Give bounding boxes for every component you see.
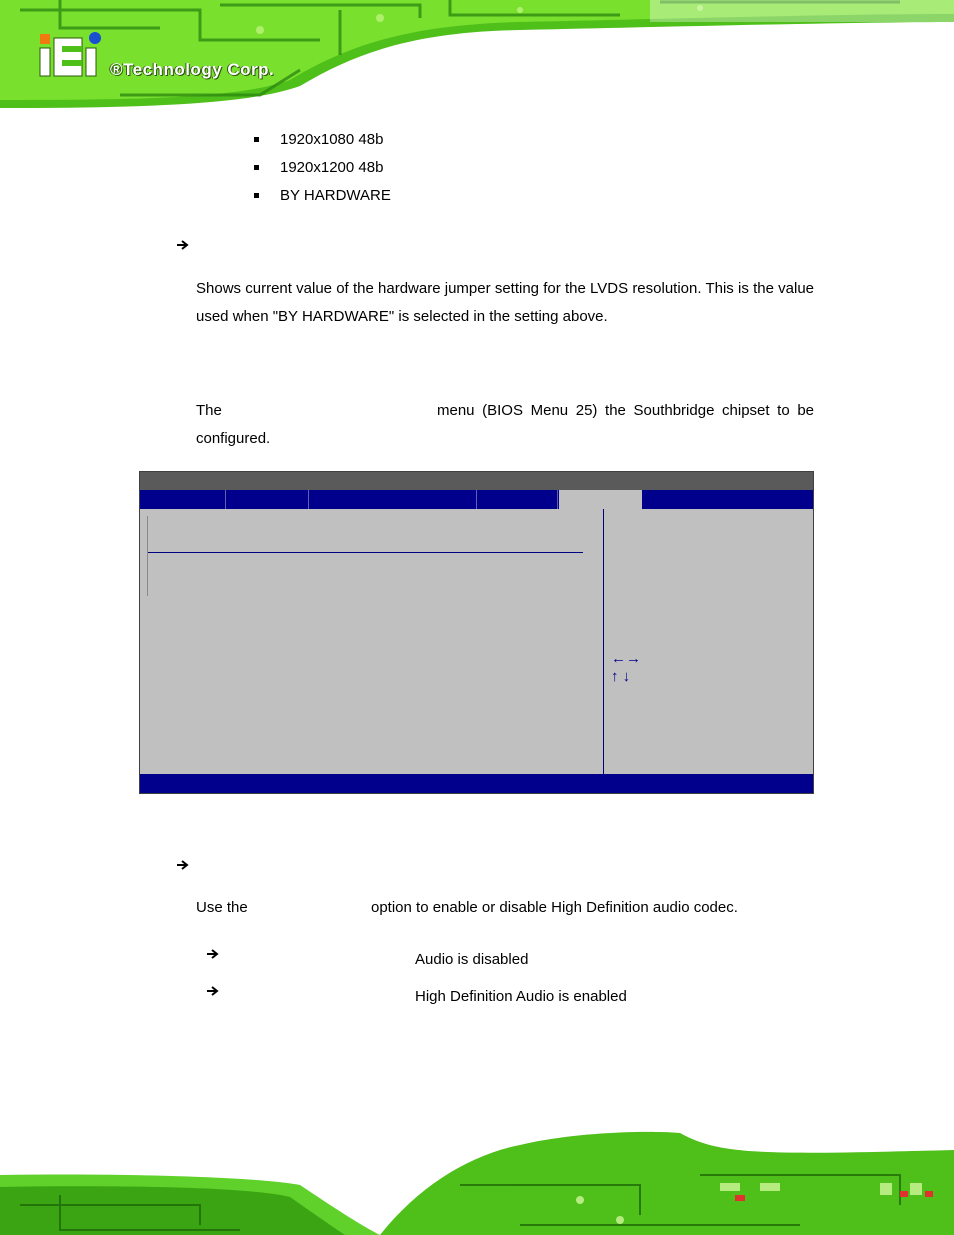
intro-line1: menu (BIOS Menu 25) the Southbridge chipset to be [437,402,814,419]
bullet-square-icon [254,137,259,142]
footer-banner [0,1125,954,1235]
resolution-option: 1920x1080 48b [280,131,384,148]
bios-tab-bar [140,490,813,509]
bios-tab[interactable] [309,490,477,509]
bios-selection-marker [147,516,148,596]
circuit-board-header-graphic [0,0,954,112]
brand-name: ®Technology Corp. [110,60,275,79]
option-disabled-description: Audio is disabled [415,951,529,968]
bios-tab[interactable] [477,490,558,509]
lvds-description: Shows current value of the hardware jumper setting for the LVDS resolution. This is the value used when "BY HARDWARE" is selected in the setting above. [196,280,814,325]
bios-title-bar [140,472,813,490]
bios-panel-divider [603,509,604,774]
bullet-square-icon [254,193,259,198]
circuit-board-footer-graphic [0,1125,954,1235]
bios-status-bar [140,774,813,793]
bios-tab-active[interactable] [559,490,642,509]
bios-tab[interactable] [140,490,226,509]
option-enabled-description: High Definition Audio is enabled [415,988,627,1005]
intro-the: The [196,402,222,419]
iei-logo [38,30,108,80]
header-banner [0,0,954,112]
intro-line2: configured. [196,430,271,447]
arrow-right-icon [176,858,190,876]
arrow-right-icon [206,984,220,1002]
option-description: option to enable or disable High Definition audio codec. [371,899,738,916]
resolution-option: BY HARDWARE [280,187,391,204]
bios-menu-screenshot [140,472,813,793]
arrow-right-icon [206,947,220,965]
bios-tab[interactable] [226,490,309,509]
bios-separator [148,552,583,553]
resolution-option: 1920x1200 48b [280,159,384,176]
nav-left-right-keys: ←→ [611,650,641,667]
arrow-right-icon [176,238,190,256]
bullet-square-icon [254,165,259,170]
nav-up-down-keys: ↑ ↓ [611,668,631,685]
use-the-text: Use the [196,899,248,916]
